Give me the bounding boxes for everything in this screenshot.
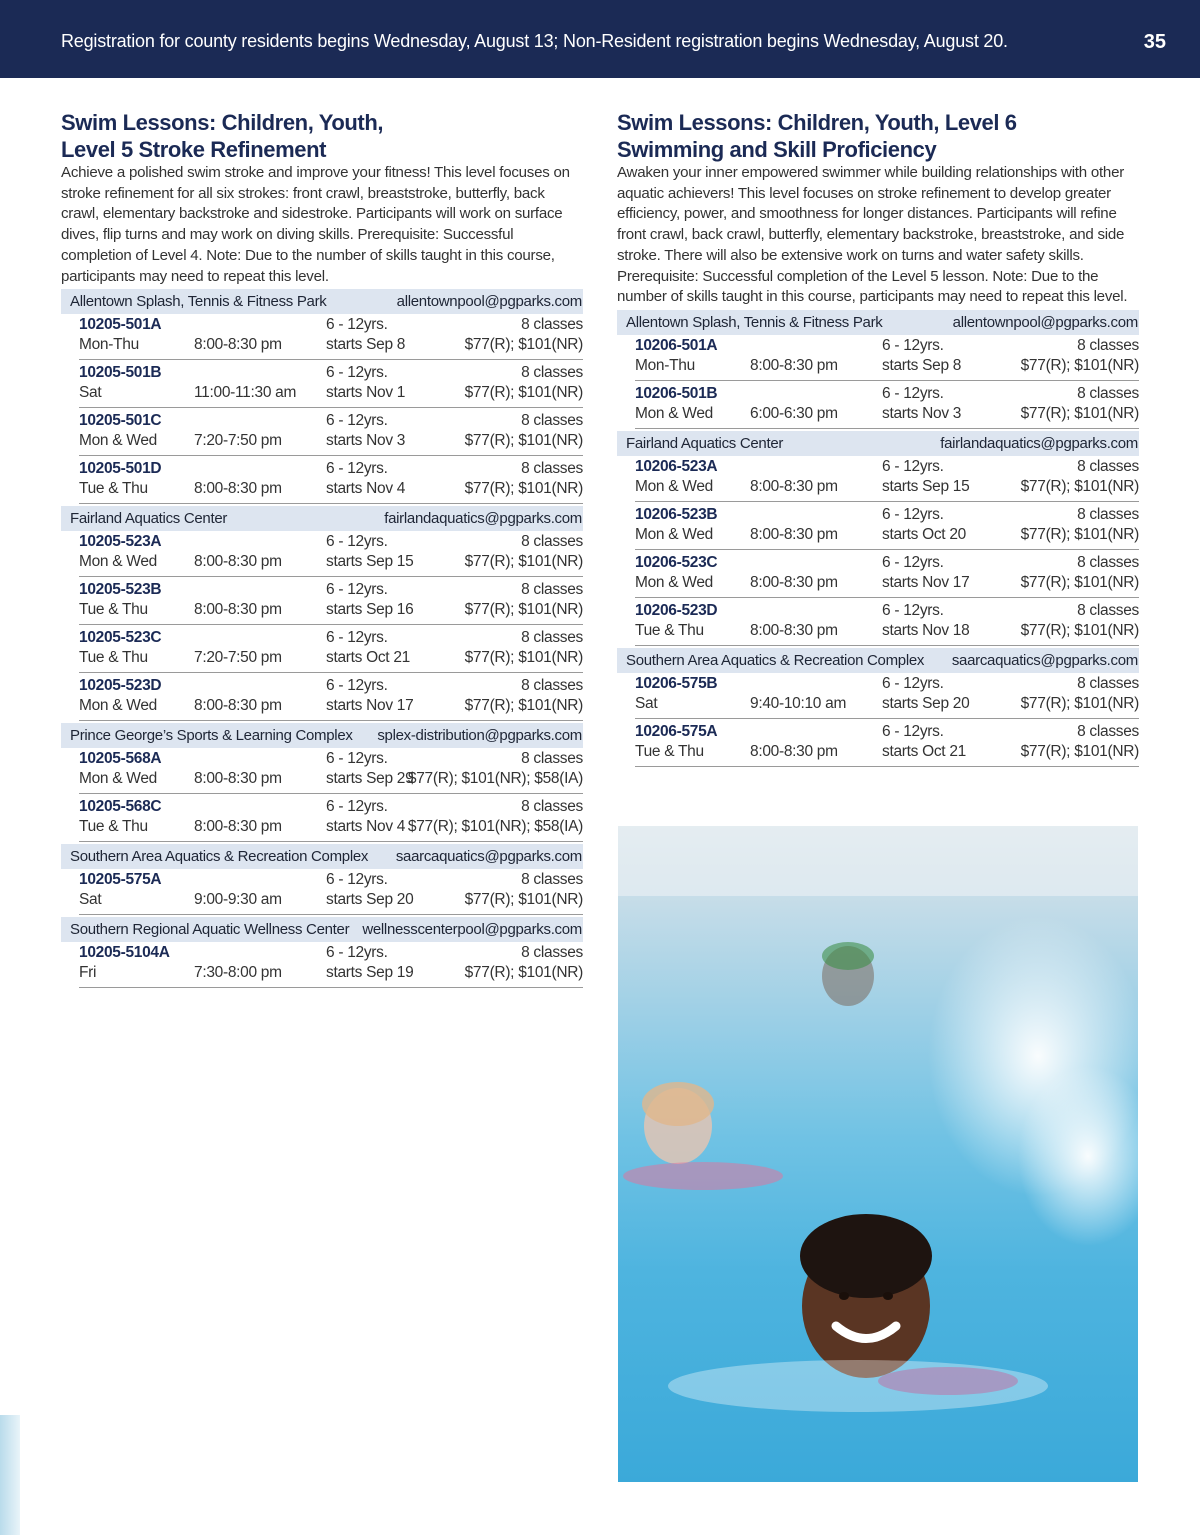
course-code: 10205-501B: [79, 364, 162, 382]
start-date: starts Nov 18: [882, 621, 970, 639]
class-count: 8 classes: [521, 944, 583, 962]
age-range: 6 - 12yrs.: [326, 750, 388, 768]
class-days: Mon & Wed: [635, 477, 713, 495]
class-time: 8:00-8:30 pm: [750, 742, 838, 760]
class-fee: $77(R); $101(NR); $58(IA): [407, 770, 583, 788]
class-time: 8:00-8:30 pm: [194, 697, 282, 715]
class-days: Sat: [79, 384, 102, 402]
class-days: Tue & Thu: [79, 601, 148, 619]
start-date: starts Sep 20: [882, 694, 970, 712]
class-listing: [79, 458, 583, 504]
start-date: starts Nov 3: [326, 432, 406, 450]
class-count: 8 classes: [1077, 674, 1139, 692]
class-count: 8 classes: [1077, 722, 1139, 740]
age-range: 6 - 12yrs.: [326, 677, 388, 695]
start-date: starts Nov 4: [326, 818, 406, 836]
age-range: 6 - 12yrs.: [882, 722, 944, 740]
class-count: 8 classes: [521, 533, 583, 551]
class-time: 8:00-8:30 pm: [194, 770, 282, 788]
class-days: Tue & Thu: [79, 480, 148, 498]
registration-notice: Registration for county residents begins Wednesday, August 13; Non-Resident registration begins Wednesday, August 20.: [61, 31, 1008, 51]
class-fee: $77(R); $101(NR): [1020, 477, 1139, 495]
course-code: 10206-523D: [635, 601, 718, 619]
class-listing: [635, 335, 1139, 381]
age-range: 6 - 12yrs.: [326, 629, 388, 647]
age-range: 6 - 12yrs.: [326, 871, 388, 889]
start-date: starts Nov 3: [882, 404, 962, 422]
class-count: 8 classes: [521, 871, 583, 889]
class-time: 8:00-8:30 pm: [194, 553, 282, 571]
location-header: [617, 648, 1139, 673]
class-time: 7:20-7:50 pm: [194, 649, 282, 667]
class-fee: $77(R); $101(NR): [464, 601, 583, 619]
course-code: 10205-5104A: [79, 944, 170, 962]
start-date: starts Nov 4: [326, 480, 406, 498]
class-count: 8 classes: [521, 798, 583, 816]
class-fee: $77(R); $101(NR): [464, 432, 583, 450]
class-fee: $77(R); $101(NR): [1020, 573, 1139, 591]
location-name: Southern Area Aquatics & Recreation Complex: [626, 651, 925, 669]
class-time: 8:00-8:30 pm: [194, 336, 282, 354]
course-code: 10206-523A: [635, 457, 718, 475]
class-days: Sat: [79, 891, 102, 909]
age-range: 6 - 12yrs.: [882, 674, 944, 692]
class-listing: [635, 673, 1139, 719]
class-listing: [635, 383, 1139, 429]
class-listing: [79, 531, 583, 577]
course-code: 10205-523A: [79, 533, 162, 551]
level6-title-line1: Swim Lessons: Children, Youth, Level 6: [617, 110, 1017, 135]
class-listing: [635, 552, 1139, 598]
class-time: 9:00-9:30 am: [194, 891, 282, 909]
class-listing: [79, 748, 583, 794]
class-days: Mon & Wed: [79, 432, 157, 450]
class-fee: $77(R); $101(NR): [1020, 356, 1139, 374]
class-time: 8:00-8:30 pm: [750, 573, 838, 591]
level5-title-line2: Level 5 Stroke Refinement: [61, 137, 327, 162]
class-listing: [79, 579, 583, 625]
location-name: Southern Area Aquatics & Recreation Complex: [70, 848, 369, 866]
class-listing: [79, 362, 583, 408]
age-range: 6 - 12yrs.: [326, 533, 388, 551]
class-listing: [79, 314, 583, 360]
location-name: Allentown Splash, Tennis & Fitness Park: [70, 293, 327, 311]
class-time: 9:40-10:10 am: [750, 694, 847, 712]
class-listing: [79, 869, 583, 915]
class-count: 8 classes: [521, 460, 583, 478]
class-days: Mon & Wed: [79, 770, 157, 788]
course-code: 10205-523D: [79, 677, 162, 695]
class-time: 8:00-8:30 pm: [194, 601, 282, 619]
course-code: 10205-568C: [79, 798, 162, 816]
location-name: Fairland Aquatics Center: [626, 434, 784, 452]
start-date: starts Sep 29: [326, 770, 414, 788]
class-listing: [79, 627, 583, 673]
age-range: 6 - 12yrs.: [882, 457, 944, 475]
start-date: starts Sep 8: [882, 356, 962, 374]
level6-title: [617, 109, 1139, 163]
class-time: 8:00-8:30 pm: [194, 480, 282, 498]
class-time: 7:30-8:00 pm: [194, 964, 282, 982]
start-date: starts Nov 17: [882, 573, 970, 591]
level6-title-line2: Swimming and Skill Proficiency: [617, 137, 937, 162]
age-range: 6 - 12yrs.: [326, 316, 388, 334]
level5-schedule: [61, 289, 583, 988]
class-days: Tue & Thu: [635, 742, 704, 760]
age-range: 6 - 12yrs.: [326, 412, 388, 430]
start-date: starts Sep 15: [326, 553, 414, 571]
class-count: 8 classes: [1077, 384, 1139, 402]
level5-section: [61, 109, 583, 990]
class-fee: $77(R); $101(NR); $58(IA): [407, 818, 583, 836]
location-name: Prince George’s Sports & Learning Complex: [70, 727, 353, 745]
location-header: [617, 310, 1139, 335]
class-days: Mon-Thu: [79, 336, 139, 354]
course-code: 10206-501A: [635, 336, 718, 354]
class-listing: [79, 410, 583, 456]
level6-schedule: [617, 310, 1139, 767]
course-code: 10205-523B: [79, 581, 162, 599]
class-listing: [635, 721, 1139, 767]
class-count: 8 classes: [1077, 553, 1139, 571]
course-code: 10205-575A: [79, 871, 162, 889]
age-range: 6 - 12yrs.: [326, 944, 388, 962]
location-email[interactable]: wellnesscenterpool@pgparks.com: [362, 921, 582, 939]
class-fee: $77(R); $101(NR): [464, 649, 583, 667]
class-listing: [79, 796, 583, 842]
location-header: [61, 844, 583, 869]
class-time: 8:00-8:30 pm: [750, 621, 838, 639]
class-days: Mon & Wed: [635, 573, 713, 591]
class-listing: [635, 600, 1139, 646]
start-date: starts Oct 21: [326, 649, 410, 667]
class-time: 8:00-8:30 pm: [750, 477, 838, 495]
class-time: 8:00-8:30 pm: [750, 356, 838, 374]
start-date: starts Nov 17: [326, 697, 414, 715]
class-count: 8 classes: [521, 412, 583, 430]
class-time: 11:00-11:30 am: [194, 384, 297, 402]
class-fee: $77(R); $101(NR): [1020, 694, 1139, 712]
class-listing: [79, 675, 583, 721]
start-date: starts Sep 16: [326, 601, 414, 619]
class-time: 6:00-6:30 pm: [750, 404, 838, 422]
location-email[interactable]: splex-distribution@pgparks.com: [377, 727, 582, 745]
page-number: 35: [1143, 31, 1166, 53]
class-days: Mon & Wed: [635, 404, 713, 422]
class-count: 8 classes: [1077, 601, 1139, 619]
course-code: 10205-501D: [79, 460, 162, 478]
location-email[interactable]: saarcaquatics@pgparks.com: [395, 848, 582, 866]
age-range: 6 - 12yrs.: [326, 798, 388, 816]
class-listing: [635, 504, 1139, 550]
course-code: 10206-501B: [635, 384, 718, 402]
location-name: Fairland Aquatics Center: [70, 510, 228, 528]
course-code: 10205-568A: [79, 750, 162, 768]
start-date: starts Nov 1: [326, 384, 406, 402]
location-header: [617, 431, 1139, 456]
class-fee: $77(R); $101(NR): [1020, 525, 1139, 543]
location-name: Allentown Splash, Tennis & Fitness Park: [626, 313, 883, 331]
course-code: 10206-575A: [635, 722, 718, 740]
start-date: starts Oct 20: [882, 525, 966, 543]
class-count: 8 classes: [521, 364, 583, 382]
age-range: 6 - 12yrs.: [882, 505, 944, 523]
class-fee: $77(R); $101(NR): [464, 891, 583, 909]
class-count: 8 classes: [521, 581, 583, 599]
class-time: 7:20-7:50 pm: [194, 432, 282, 450]
swimming-children-photo: [618, 826, 1138, 1482]
start-date: starts Sep 8: [326, 336, 406, 354]
class-count: 8 classes: [521, 750, 583, 768]
class-days: Fri: [79, 964, 97, 982]
location-header: [61, 506, 583, 531]
location-header: [61, 289, 583, 314]
age-range: 6 - 12yrs.: [882, 601, 944, 619]
location-email[interactable]: saarcaquatics@pgparks.com: [951, 651, 1138, 669]
class-count: 8 classes: [1077, 457, 1139, 475]
class-time: 8:00-8:30 pm: [750, 525, 838, 543]
class-fee: $77(R); $101(NR): [464, 336, 583, 354]
class-fee: $77(R); $101(NR): [1020, 742, 1139, 760]
location-header: [61, 917, 583, 942]
class-days: Mon & Wed: [635, 525, 713, 543]
class-count: 8 classes: [521, 677, 583, 695]
class-fee: $77(R); $101(NR): [464, 964, 583, 982]
course-code: 10205-501C: [79, 412, 162, 430]
age-range: 6 - 12yrs.: [326, 460, 388, 478]
level5-title: [61, 109, 583, 163]
age-range: 6 - 12yrs.: [326, 364, 388, 382]
level6-description: Awaken your inner empowered swimmer while building relationships with other aquatic achievers! This level focuses on stroke refinement to develop greater efficiency, power, and smoothness for longer distances. Participants will refine front crawl, back crawl, butterfly, elementary backstroke, breaststroke, and side stroke. There will also be extensive work on turns and water safety skills. Prerequisite: Successful completion of the Level 5 lesson. Note: Due to the number of skills taught in this course, participants may need to repeat this level.: [617, 164, 1128, 306]
start-date: starts Sep 20: [326, 891, 414, 909]
level5-description: Achieve a polished swim stroke and improve your fitness! This level focuses on stroke refinement for all six strokes: front crawl, breaststroke, butterfly, back crawl, elementary backstroke and sidestroke. Participants will work on surface dives, flip turns and may work on diving skills. Prerequisite: Successful completion of Level 4. Note: Due to the number of skills taught in this course, participants may need to repeat this level.: [61, 164, 570, 285]
class-listing: [79, 942, 583, 988]
class-fee: $77(R); $101(NR): [464, 553, 583, 571]
course-code: 10206-523C: [635, 553, 718, 571]
class-days: Tue & Thu: [79, 818, 148, 836]
course-code: 10205-501A: [79, 316, 162, 334]
class-count: 8 classes: [521, 629, 583, 647]
start-date: starts Sep 19: [326, 964, 414, 982]
header-bar: [0, 0, 1200, 78]
start-date: starts Sep 15: [882, 477, 970, 495]
class-fee: $77(R); $101(NR): [1020, 404, 1139, 422]
course-code: 10206-523B: [635, 505, 718, 523]
class-days: Mon & Wed: [79, 697, 157, 715]
location-email[interactable]: allentownpool@pgparks.com: [396, 293, 582, 311]
location-email[interactable]: fairlandaquatics@pgparks.com: [384, 510, 582, 528]
course-code: 10206-575B: [635, 674, 718, 692]
class-fee: $77(R); $101(NR): [464, 480, 583, 498]
class-fee: $77(R); $101(NR): [1020, 621, 1139, 639]
class-time: 8:00-8:30 pm: [194, 818, 282, 836]
class-count: 8 classes: [1077, 336, 1139, 354]
level6-section: [617, 109, 1139, 769]
location-header: [61, 723, 583, 748]
class-count: 8 classes: [521, 316, 583, 334]
age-range: 6 - 12yrs.: [882, 336, 944, 354]
class-days: Tue & Thu: [635, 621, 704, 639]
class-listing: [635, 456, 1139, 502]
location-email[interactable]: allentownpool@pgparks.com: [952, 313, 1138, 331]
class-days: Sat: [635, 694, 658, 712]
class-count: 8 classes: [1077, 505, 1139, 523]
course-code: 10205-523C: [79, 629, 162, 647]
age-range: 6 - 12yrs.: [882, 553, 944, 571]
age-range: 6 - 12yrs.: [326, 581, 388, 599]
age-range: 6 - 12yrs.: [882, 384, 944, 402]
location-name: Southern Regional Aquatic Wellness Center: [70, 921, 350, 939]
class-days: Tue & Thu: [79, 649, 148, 667]
class-days: Mon-Thu: [635, 356, 695, 374]
start-date: starts Oct 21: [882, 742, 966, 760]
swimming-children-illustration: [618, 826, 1138, 1482]
class-fee: $77(R); $101(NR): [464, 384, 583, 402]
class-fee: $77(R); $101(NR): [464, 697, 583, 715]
page-edge-decoration: [0, 1415, 20, 1535]
location-email[interactable]: fairlandaquatics@pgparks.com: [940, 434, 1138, 452]
level5-title-line1: Swim Lessons: Children, Youth,: [61, 110, 384, 135]
class-days: Mon & Wed: [79, 553, 157, 571]
